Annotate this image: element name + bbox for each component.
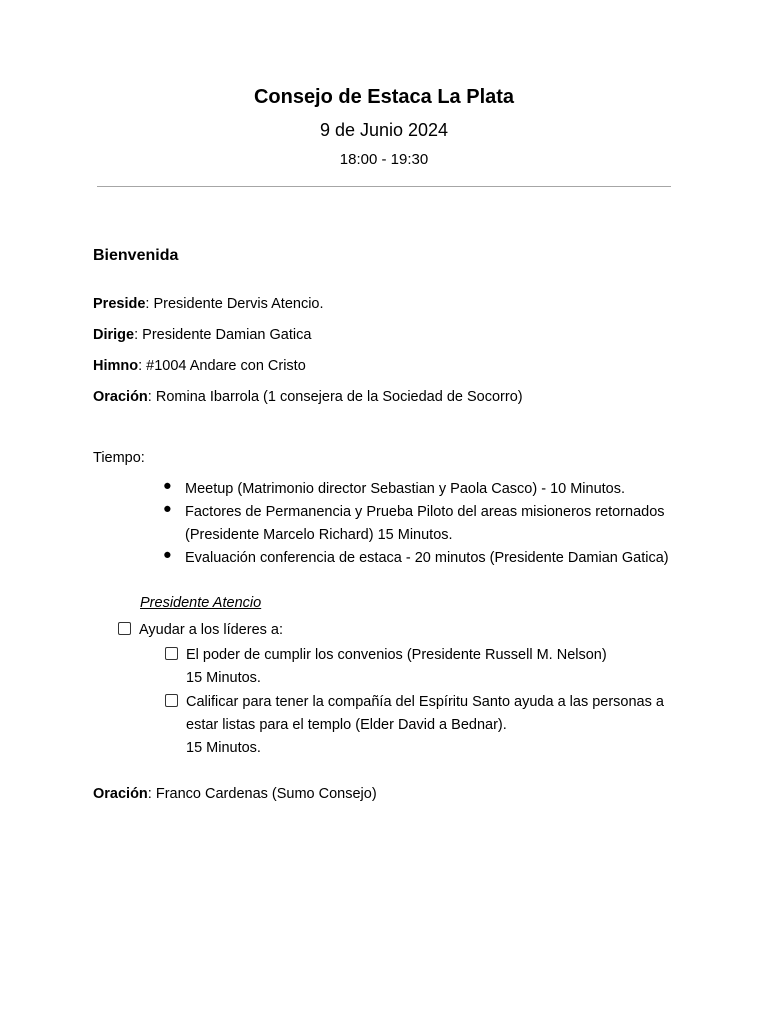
checklist-item-text: estar listas para el templo (Elder David a Bednar). — [186, 717, 507, 733]
dirige-line — [93, 327, 311, 343]
checklist-item-text: 15 Minutos. — [186, 740, 261, 756]
document-title: Consejo de Estaca La Plata — [253, 86, 515, 108]
oracion-line — [93, 389, 523, 405]
checkbox[interactable] — [165, 647, 178, 660]
checkbox[interactable] — [118, 622, 131, 635]
list-item-text: Factores de Permanencia y Prueba Piloto del areas misioneros retornados — [185, 504, 665, 520]
himno-label: Himno — [93, 358, 139, 374]
himno-line — [93, 358, 306, 374]
checklist-item-text: Ayudar a los líderes a: — [139, 622, 284, 638]
oracion-value: : Romina Ibarrola (1 consejera de la Sociedad de Socorro) — [147, 389, 523, 405]
preside-value: : Presidente Dervis Atencio. — [145, 296, 324, 312]
checkbox[interactable] — [165, 694, 178, 707]
closing-oracion-value: : Franco Cardenas (Sumo Consejo) — [147, 786, 377, 802]
preside-line — [93, 296, 324, 312]
tiempo-label: Tiempo: — [93, 450, 145, 466]
himno-value: : #1004 Andare con Cristo — [138, 358, 306, 374]
list-item-text: (Presidente Marcelo Richard) 15 Minutos. — [185, 527, 453, 543]
section-heading-bienvenida: Bienvenida — [93, 247, 179, 264]
meeting-time: 18:00 - 19:30 — [339, 151, 429, 168]
checklist-item-text: 15 Minutos. — [186, 670, 261, 686]
checklist-item-text: Calificar para tener la compañía del Espíritu Santo ayuda a las personas a — [186, 694, 664, 710]
preside-label: Preside — [93, 296, 146, 312]
list-item-text: Evaluación conferencia de estaca - 20 minutos (Presidente Damian Gatica) — [185, 550, 669, 566]
bullet-icon: ● — [163, 501, 172, 517]
presidente-atencio-heading: Presidente Atencio — [140, 595, 262, 611]
checklist-item-text: El poder de cumplir los convenios (Presidente Russell M. Nelson) — [186, 647, 607, 663]
closing-oracion-label: Oración — [93, 786, 148, 802]
dirige-value: : Presidente Damian Gatica — [134, 327, 312, 343]
closing-oracion-line — [93, 786, 377, 802]
bullet-icon: ● — [163, 478, 172, 494]
meeting-date: 9 de Junio 2024 — [319, 120, 449, 140]
list-item-text: Meetup (Matrimonio director Sebastian y Paola Casco) - 10 Minutos. — [185, 481, 626, 497]
oracion-label: Oración — [93, 389, 148, 405]
bullet-icon: ● — [163, 547, 172, 563]
dirige-label: Dirige — [93, 327, 135, 343]
header-divider — [97, 186, 671, 187]
